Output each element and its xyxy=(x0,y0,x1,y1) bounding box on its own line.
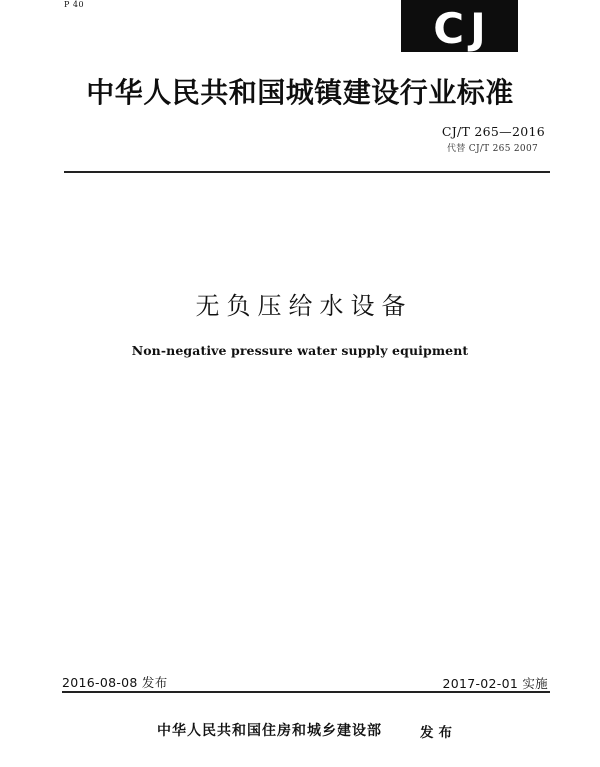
classification-code: P 40 xyxy=(64,0,85,9)
cj-logo xyxy=(401,0,518,52)
replaces-standard: 代替 CJ/T 265 2007 xyxy=(447,144,538,154)
publisher-name: 中华人民共和国住房和城乡建设部 xyxy=(157,723,382,739)
standard-title: 中华人民共和国城镇建设行业标准 xyxy=(86,76,514,109)
implementation-date: 2017-02-01 实施 xyxy=(442,676,548,691)
standard-number: CJ/T 265—2016 xyxy=(441,124,545,139)
document-title-english: Non-negative pressure water supply equipment xyxy=(131,343,469,358)
publish-date: 2016-08-08 发布 xyxy=(62,675,168,690)
cj-logo-text: CJ xyxy=(433,4,492,53)
publish-label: 发布 xyxy=(420,725,457,741)
top-divider xyxy=(64,171,550,173)
bottom-divider xyxy=(62,691,550,693)
document-title-chinese: 无负压给水设备 xyxy=(195,292,413,320)
